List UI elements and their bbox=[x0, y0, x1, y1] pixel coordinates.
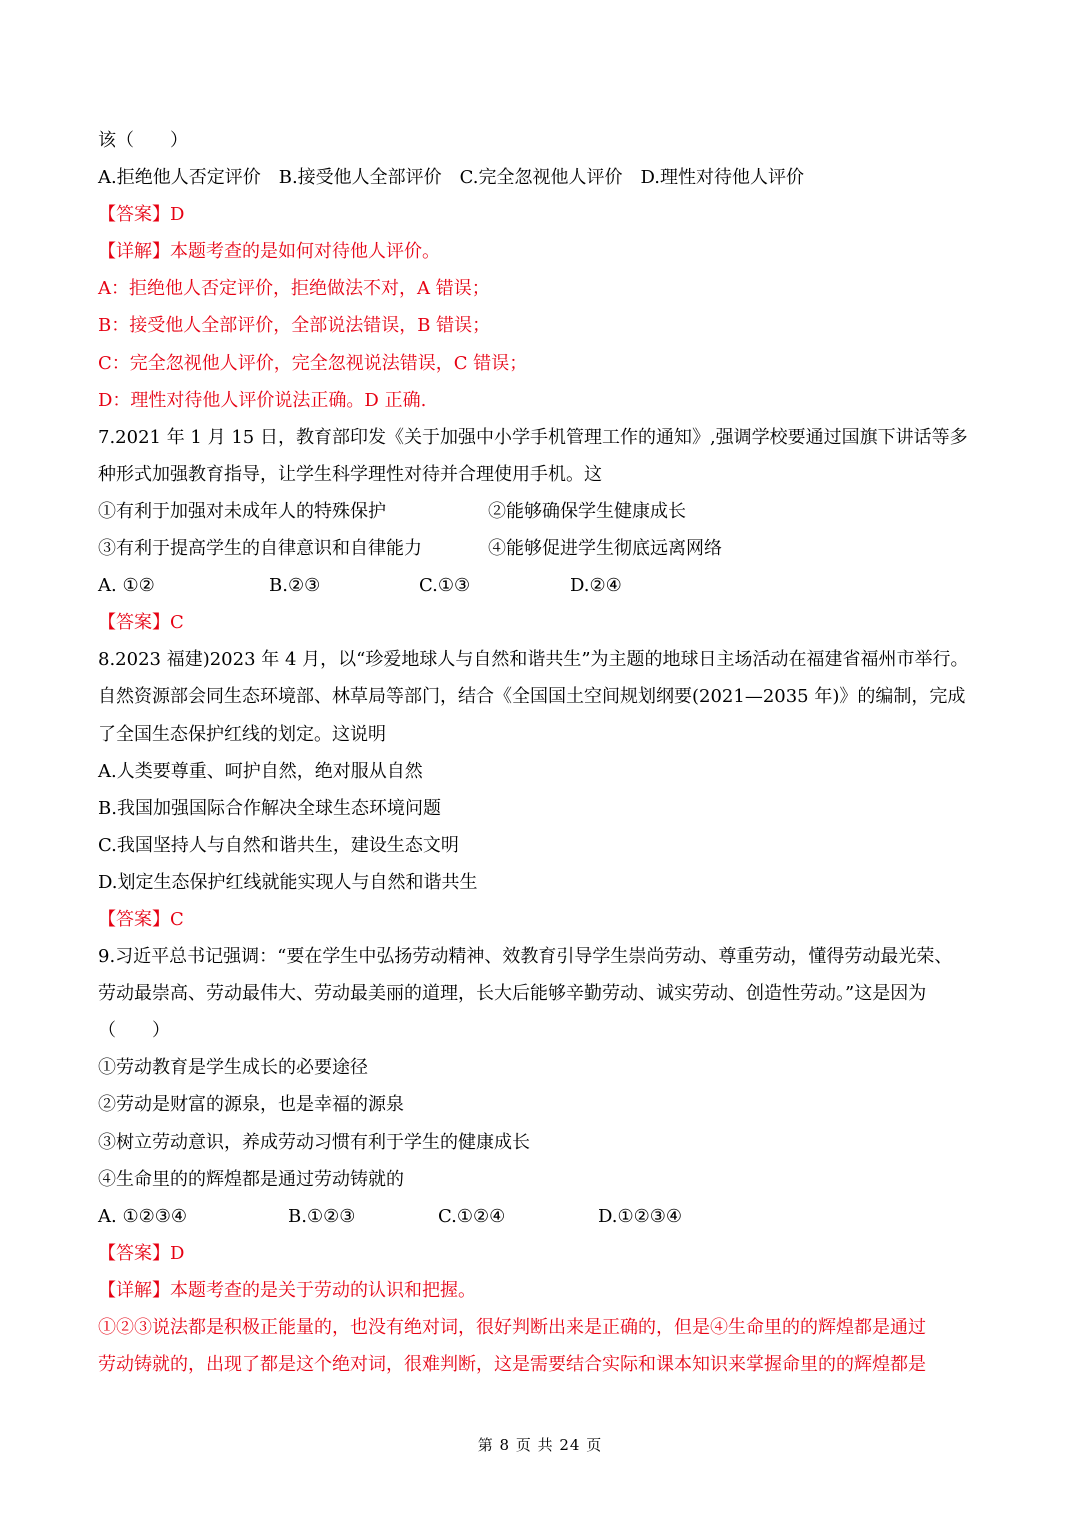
q9-stem: （ ） bbox=[98, 1020, 170, 1042]
q9-item: ①劳动教育是学生成长的必要途径 bbox=[98, 1057, 368, 1079]
q9-options bbox=[98, 1198, 998, 1235]
q8-option-d: D.划定生态保护红线就能实现人与自然和谐共生 bbox=[98, 871, 478, 893]
q7-option-d: D.②④ bbox=[570, 575, 622, 597]
q7-option-c: C.①③ bbox=[419, 575, 471, 597]
q8-option-b: B.我国加强国际合作解决全球生态环境问题 bbox=[98, 797, 441, 819]
q7-answer: 【答案】C bbox=[98, 612, 184, 634]
q7-options bbox=[98, 567, 998, 604]
q6-explain-line: D：理性对待他人评价说法正确。D 正确. bbox=[98, 389, 427, 411]
q7-option-b: B.②③ bbox=[269, 575, 321, 597]
q9-answer: 【答案】D bbox=[98, 1242, 185, 1264]
q7-item: ③有利于提高学生的自律意识和自律能力 bbox=[98, 538, 422, 560]
q8-stem: 了全国生态保护红线的划定。这说明 bbox=[98, 723, 386, 745]
document-page bbox=[98, 122, 998, 1383]
q7-items-row-2 bbox=[98, 530, 998, 567]
q9-item: ②劳动是财富的源泉，也是幸福的源泉 bbox=[98, 1094, 404, 1116]
q9-item: ④生命里的的辉煌都是通过劳动铸就的 bbox=[98, 1168, 404, 1190]
q6-stem-tail: 该（ ） bbox=[98, 130, 188, 151]
q8-answer: 【答案】C bbox=[98, 908, 184, 930]
q9-item: ③树立劳动意识，养成劳动习惯有利于学生的健康成长 bbox=[98, 1131, 530, 1153]
q7-items-row-1 bbox=[98, 493, 998, 530]
q9-stem: 劳动最崇高、劳动最伟大、劳动最美丽的道理，长大后能够辛勤劳动、诚实劳动、创造性劳动。”这是因为 bbox=[98, 983, 927, 1005]
q9-option-c: C.①②④ bbox=[438, 1205, 506, 1227]
q7-stem: 7.2021 年 1 月 15 日，教育部印发《关于加强中小学手机管理工作的通知》,强调学校要通过国旗下讲话等多 bbox=[98, 426, 968, 448]
q9-option-a: A. ①②③④ bbox=[98, 1205, 187, 1227]
q6-options: A.拒绝他人否定评价 B.接受他人全部评价 C.完全忽视他人评价 D.理性对待他人评价 bbox=[98, 167, 805, 189]
q6-answer: 【答案】D bbox=[98, 204, 185, 226]
q6-explain-line: A：拒绝他人否定评价，拒绝做法不对，A 错误； bbox=[98, 278, 490, 300]
q8-option-a: A.人类要尊重、呵护自然，绝对服从自然 bbox=[98, 760, 423, 782]
q7-option-a: A. ①② bbox=[98, 575, 155, 597]
page-footer: 第 8 页 共 24 页 bbox=[477, 1436, 603, 1454]
q6-explain-title: 【详解】本题考查的是如何对待他人评价。 bbox=[98, 241, 440, 263]
q6-explain-line: B：接受他人全部评价，全部说法错误，B 错误； bbox=[98, 315, 491, 337]
q9-explain-title: 【详解】本题考查的是关于劳动的认识和把握。 bbox=[98, 1279, 476, 1301]
q7-item: ④能够促进学生彻底远离网络 bbox=[488, 538, 722, 560]
q7-stem: 种形式加强教育指导，让学生科学理性对待并合理使用手机。这 bbox=[98, 463, 602, 485]
q9-explain-line: 劳动铸就的，出现了都是这个绝对词，很难判断，这是需要结合实际和课本知识来掌握命里的的辉煌都是 bbox=[98, 1354, 926, 1376]
q9-stem: 9.习近平总书记强调：“要在学生中弘扬劳动精神、效教育引导学生崇尚劳动、尊重劳动，懂得劳动最光荣、 bbox=[98, 946, 953, 968]
q8-stem: 自然资源部会同生态环境部、林草局等部门，结合《全国国土空间规划纲要(2021—2035 年)》的编制，完成 bbox=[98, 686, 966, 708]
q7-item: ①有利于加强对未成年人的特殊保护 bbox=[98, 500, 386, 522]
q7-item: ②能够确保学生健康成长 bbox=[488, 500, 686, 522]
q9-option-b: B.①②③ bbox=[288, 1205, 356, 1227]
q6-explain-line: C：完全忽视他人评价，完全忽视说法错误，C 错误； bbox=[98, 352, 528, 374]
q9-explain-line: ①②③说法都是积极正能量的，也没有绝对词，很好判断出来是正确的，但是④生命里的的辉煌都是通过 bbox=[98, 1317, 926, 1338]
q9-option-d: D.①②③④ bbox=[598, 1205, 683, 1227]
q8-stem: 8.2023 福建)2023 年 4 月，以“珍爱地球人与自然和谐共生”为主题的地球日主场活动在福建省福州市举行。 bbox=[98, 649, 969, 671]
q8-option-c: C.我国坚持人与自然和谐共生，建设生态文明 bbox=[98, 834, 459, 856]
